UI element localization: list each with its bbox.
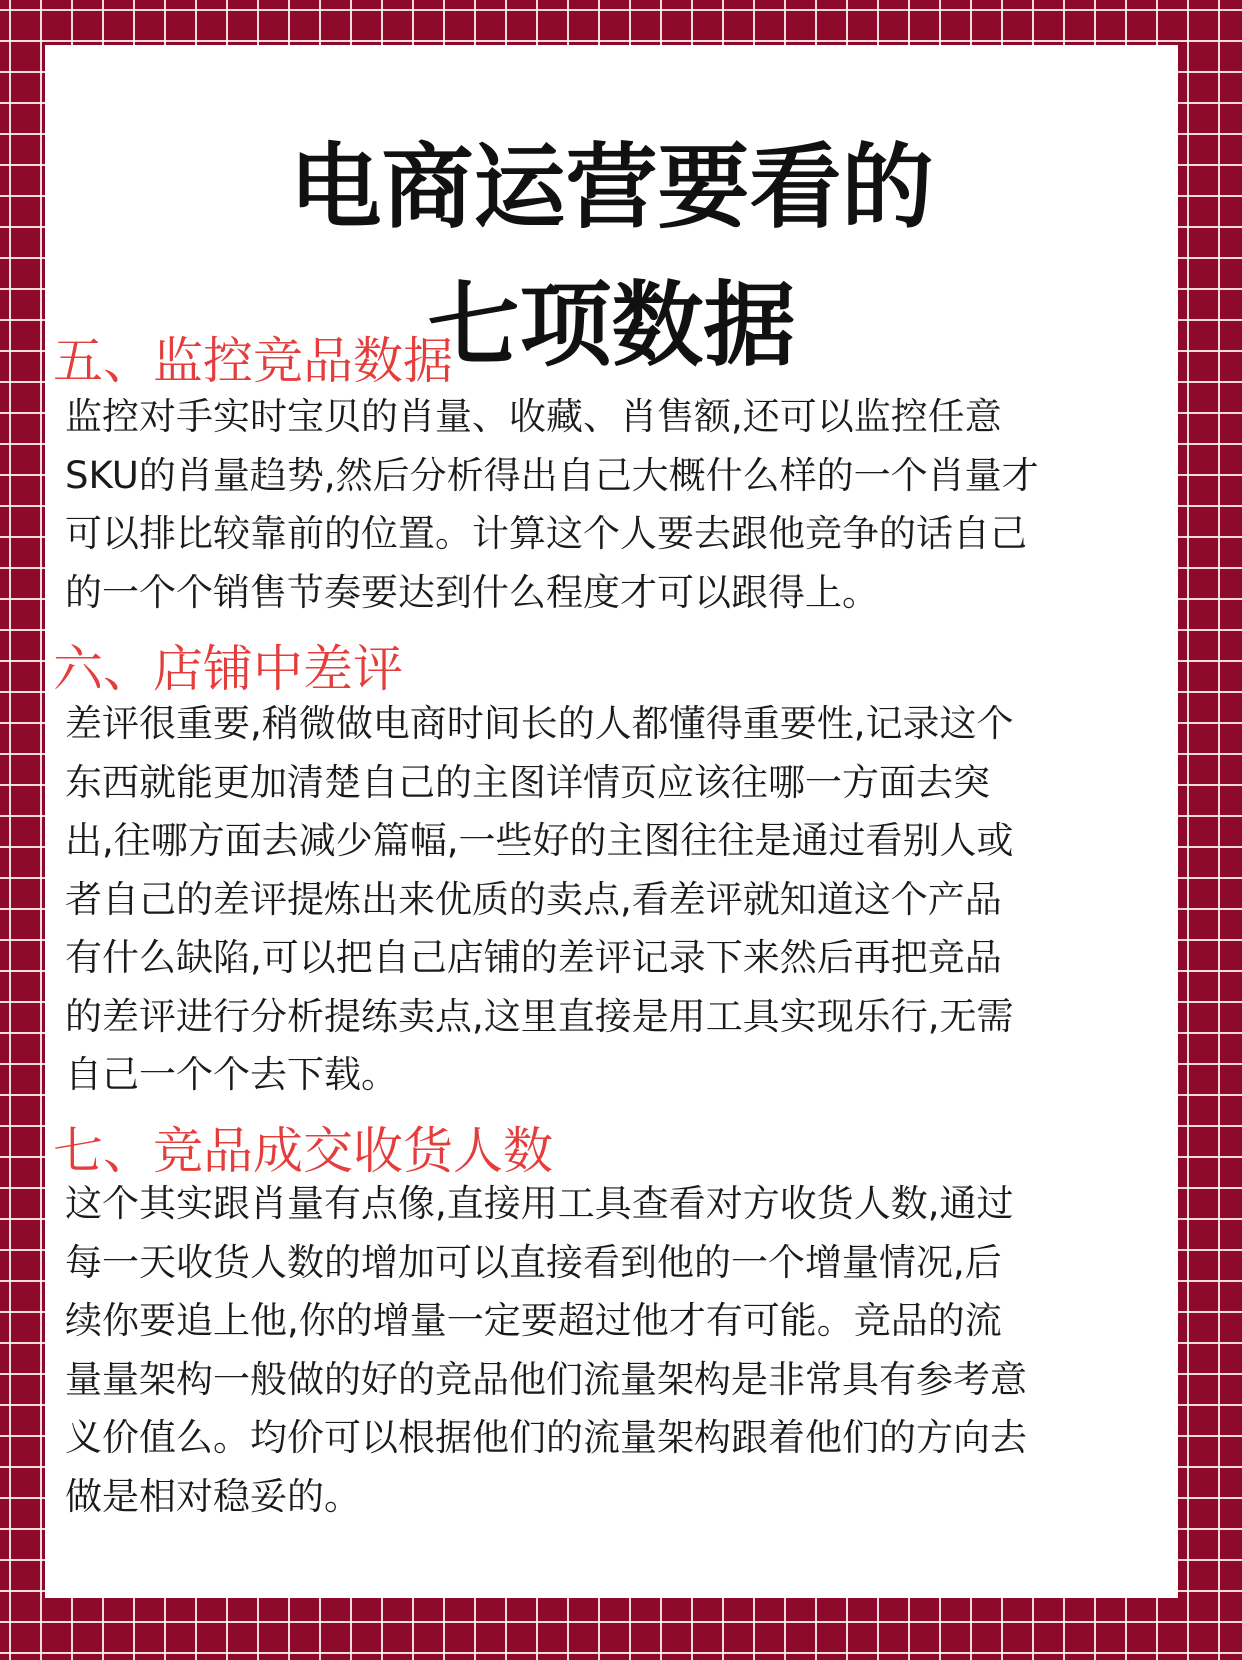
section-body-5 xyxy=(65,388,1173,622)
body-line: 监控对手实时宝贝的肖量、收藏、肖售额,还可以监控任意 xyxy=(65,395,1002,438)
body-line: 义价值么。均价可以根据他们的流量架构跟着他们的方向去 xyxy=(65,1416,1027,1459)
section-heading-6: 六、店铺中差评 xyxy=(53,640,403,698)
body-line: 的一个个销售节奏要达到什么程度才可以跟得上。 xyxy=(65,570,879,614)
body-line: 者自己的差评提炼出来优质的卖点,看差评就知道这个产品 xyxy=(65,877,1002,921)
body-line: 每一天收货人数的增加可以直接看到他的一个增量情况,后 xyxy=(65,1240,1002,1284)
body-line: 量量架构一般做的好的竞品他们流量架构是非常具有参考意 xyxy=(65,1357,1027,1401)
content-card xyxy=(45,45,1178,1598)
body-line: 自己一个个去下载。 xyxy=(65,1053,398,1096)
title-line-1: 电商运营要看的 xyxy=(289,134,934,241)
body-line: SKU的肖量趋势,然后分析得出自己大概什么样的一个肖量才 xyxy=(65,453,1039,497)
section-heading-7: 七、竞品成交收货人数 xyxy=(53,1122,553,1180)
section-body-7 xyxy=(65,1175,1173,1526)
body-line: 可以排比较靠前的位置。计算这个人要去跟他竞争的话自己 xyxy=(65,512,1027,555)
body-line: 做是相对稳妥的。 xyxy=(65,1474,361,1518)
body-line: 有什么缺陷,可以把自己店铺的差评记录下来然后再把竞品 xyxy=(65,936,1002,979)
body-line: 的差评进行分析提练卖点,这里直接是用工具实现乐行,无需 xyxy=(65,994,1014,1038)
body-line: 东西就能更加清楚自己的主图详情页应该往哪一方面去突 xyxy=(65,760,990,804)
body-line: 续你要追上他,你的增量一定要超过他才有可能。竞品的流 xyxy=(65,1299,1002,1342)
section-body-6 xyxy=(65,695,1173,1105)
body-line: 这个其实跟肖量有点像,直接用工具查看对方收货人数,通过 xyxy=(65,1182,1014,1225)
section-heading-5: 五、监控竞品数据 xyxy=(53,332,453,390)
title-line-2: 七项数据 xyxy=(427,272,796,379)
body-line: 差评很重要,稍微做电商时间长的人都懂得重要性,记录这个 xyxy=(65,702,1014,745)
body-line: 出,往哪方面去减少篇幅,一些好的主图往往是通过看别人或 xyxy=(65,819,1014,862)
